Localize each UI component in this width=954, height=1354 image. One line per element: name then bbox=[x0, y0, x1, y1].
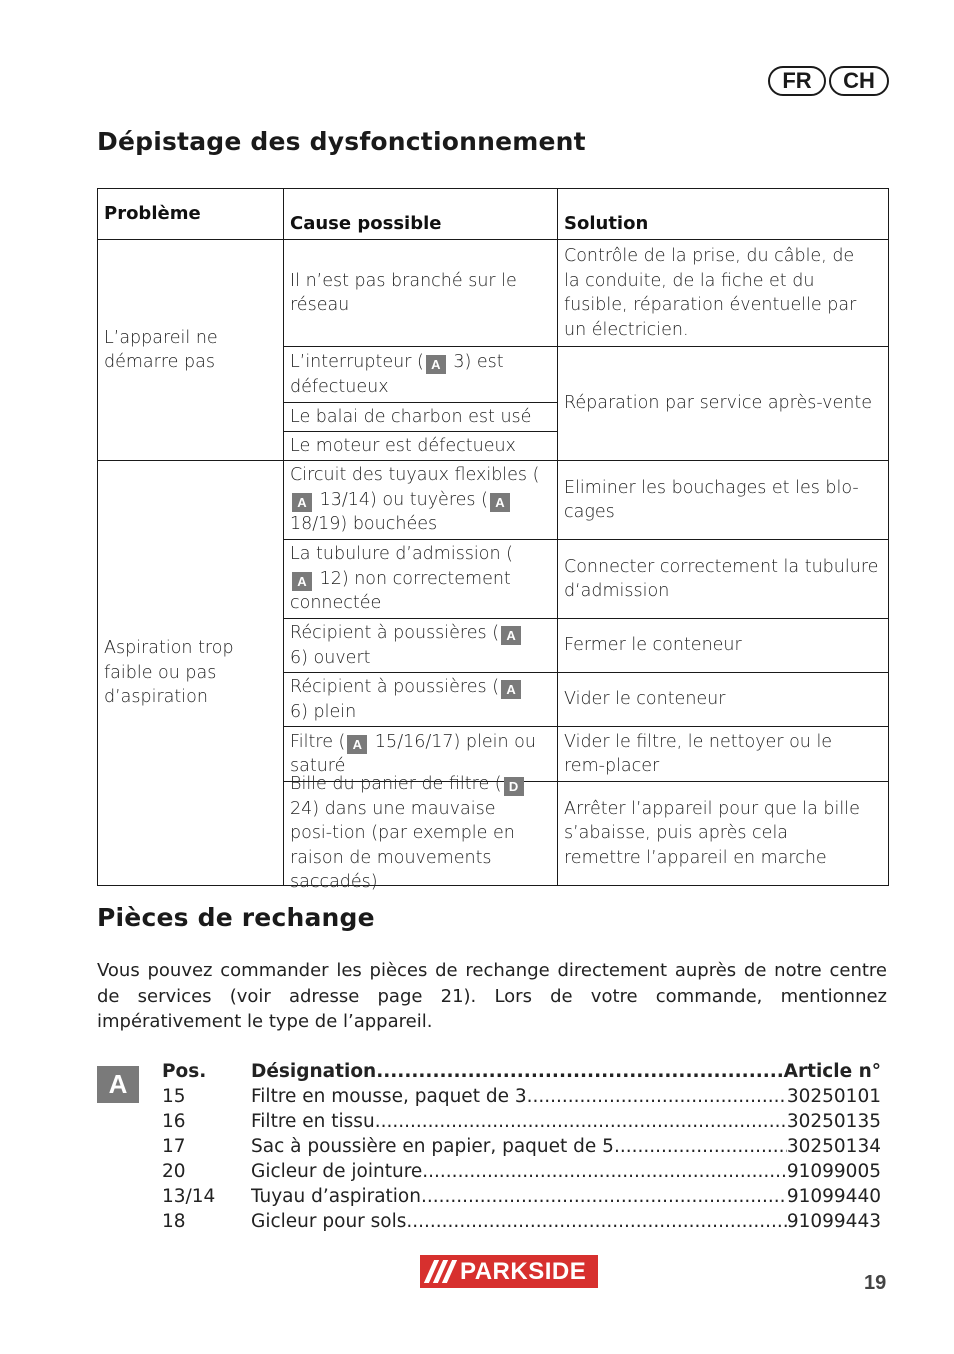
part-designation: Filtre en tissu bbox=[251, 1111, 375, 1132]
part-designation: Sac à poussière en papier, paquet de 5 bbox=[251, 1136, 614, 1157]
figure-ref-badge: A bbox=[347, 735, 367, 754]
leader-dots bbox=[421, 1184, 787, 1209]
part-article: 30250135 bbox=[786, 1111, 881, 1132]
solution-close-container: Fermer le conteneur bbox=[564, 635, 742, 656]
parkside-logo bbox=[420, 1255, 598, 1288]
figure-ref-badge: A bbox=[501, 680, 521, 699]
solution-remove-blockage: Eliminer les bouchages et les blo-cages bbox=[564, 477, 859, 522]
section-title-troubleshooting: Dépistage des dysfonctionnement bbox=[97, 127, 586, 156]
header-designation: Désignation bbox=[251, 1061, 377, 1082]
section-title-spare-parts: Pièces de rechange bbox=[97, 903, 375, 932]
list-item bbox=[162, 1134, 881, 1159]
part-pos: 17 bbox=[162, 1136, 186, 1157]
logo-slashes-icon bbox=[420, 1255, 460, 1288]
part-designation: Tuyau d’aspiration bbox=[251, 1186, 421, 1207]
part-article: 91099443 bbox=[786, 1211, 881, 1232]
leader-dots bbox=[376, 1059, 783, 1084]
cause-ball-position: Bille du panier de filtre ( D 24) dans une mauvaise posi-tion (par exemple en raison de mouvements saccadés) bbox=[284, 782, 546, 885]
leader-dots bbox=[527, 1084, 787, 1109]
cause-hoses-blocked: Circuit des tuyaux flexibles (A 13/14) ou tuyères ( A 18/19) bouchées bbox=[290, 465, 540, 535]
part-pos: 13/14 bbox=[162, 1186, 216, 1207]
part-designation: Filtre en mousse, paquet de 3 bbox=[251, 1086, 527, 1107]
solution-empty-container: Vider le conteneur bbox=[564, 689, 726, 710]
solution-restart-device: Arrêter l’appareil pour que la bille s’abaisse, puis après cela remettre l’appareil en marche bbox=[564, 798, 860, 868]
page-number: 19 bbox=[864, 1272, 887, 1294]
part-pos: 20 bbox=[162, 1161, 186, 1182]
part-article: 30250101 bbox=[786, 1086, 881, 1107]
solution-after-sales: Réparation par service après-vente bbox=[564, 393, 873, 414]
brand-name: PARKSIDE bbox=[460, 1257, 587, 1285]
cause-filter-full: Filtre ( A 15/16/17) plein ou saturé bbox=[290, 731, 536, 776]
spare-parts-intro: Vous pouvez commander les pièces de rechange directement auprès de notre centre de services (voir adresse page 21). Lors de votre commande, mentionnez impérativement le type de l’appareil. bbox=[97, 960, 887, 1032]
leader-dots bbox=[406, 1209, 786, 1234]
header-solution: Solution bbox=[564, 212, 649, 234]
parts-list bbox=[162, 1059, 881, 1234]
header-article: Article n° bbox=[783, 1061, 881, 1082]
list-item bbox=[162, 1184, 881, 1209]
cause-carbon-brush: Le balai de charbon est usé bbox=[290, 406, 532, 427]
part-designation: Gicleur de jointure bbox=[251, 1161, 423, 1182]
cause-intake-tube: La tubulure d’admission (A 12) non correctement connectée bbox=[290, 544, 513, 614]
problem-no-start: L’appareil ne démarre pas bbox=[104, 327, 218, 372]
figure-ref-badge: A bbox=[97, 1066, 139, 1103]
list-item bbox=[162, 1109, 881, 1134]
solution-connect-tube: Connecter correctement la tubulure d‘admission bbox=[564, 556, 879, 601]
troubleshooting-table bbox=[97, 188, 889, 893]
header-pos: Pos. bbox=[162, 1061, 207, 1082]
list-item bbox=[162, 1084, 881, 1109]
leader-dots bbox=[422, 1159, 787, 1184]
solution-check-plug: Contrôle de la prise, du câble, de la conduite, de la fiche et du fusible, réparation éventuelle par un électricien. bbox=[564, 246, 857, 340]
cause-motor-defective: Le moteur est défectueux bbox=[290, 435, 516, 456]
cause-container-full: Récipient à poussières ( A 6) plein bbox=[284, 673, 534, 726]
problem-weak-suction: Aspiration trop faible ou pas d’aspiration bbox=[104, 638, 234, 708]
figure-ref-badge: D bbox=[504, 777, 524, 796]
language-badge-fr: FR bbox=[768, 66, 826, 96]
figure-ref-badge: A bbox=[292, 572, 312, 591]
part-article: 91099005 bbox=[786, 1161, 881, 1182]
part-article: 30250134 bbox=[786, 1136, 881, 1157]
figure-ref-badge: A bbox=[292, 493, 312, 512]
figure-ref-badge: A bbox=[501, 626, 521, 645]
cause-not-plugged: Il n’est pas branché sur le réseau bbox=[290, 270, 517, 315]
header-problem: Problème bbox=[104, 203, 201, 224]
part-pos: 18 bbox=[162, 1211, 186, 1232]
header-cause: Cause possible bbox=[290, 212, 442, 234]
figure-ref-badge: A bbox=[490, 493, 510, 512]
cause-container-open: Récipient à poussières ( A 6) ouvert bbox=[284, 619, 534, 672]
part-designation: Gicleur pour sols bbox=[251, 1211, 407, 1232]
leader-dots bbox=[614, 1134, 787, 1159]
part-pos: 15 bbox=[162, 1086, 186, 1107]
list-item bbox=[162, 1159, 881, 1184]
leader-dots bbox=[375, 1109, 787, 1134]
language-badge-ch: CH bbox=[829, 66, 889, 96]
cause-switch-defective: L’interrupteur ( A 3) est défectueux bbox=[290, 352, 504, 397]
solution-clean-filter: Vider le filtre, le nettoyer ou le rem-placer bbox=[564, 731, 833, 776]
part-article: 91099440 bbox=[786, 1186, 881, 1207]
figure-ref-badge: A bbox=[426, 355, 446, 374]
parts-list-header bbox=[162, 1059, 881, 1084]
part-pos: 16 bbox=[162, 1111, 186, 1132]
list-item bbox=[162, 1209, 881, 1234]
